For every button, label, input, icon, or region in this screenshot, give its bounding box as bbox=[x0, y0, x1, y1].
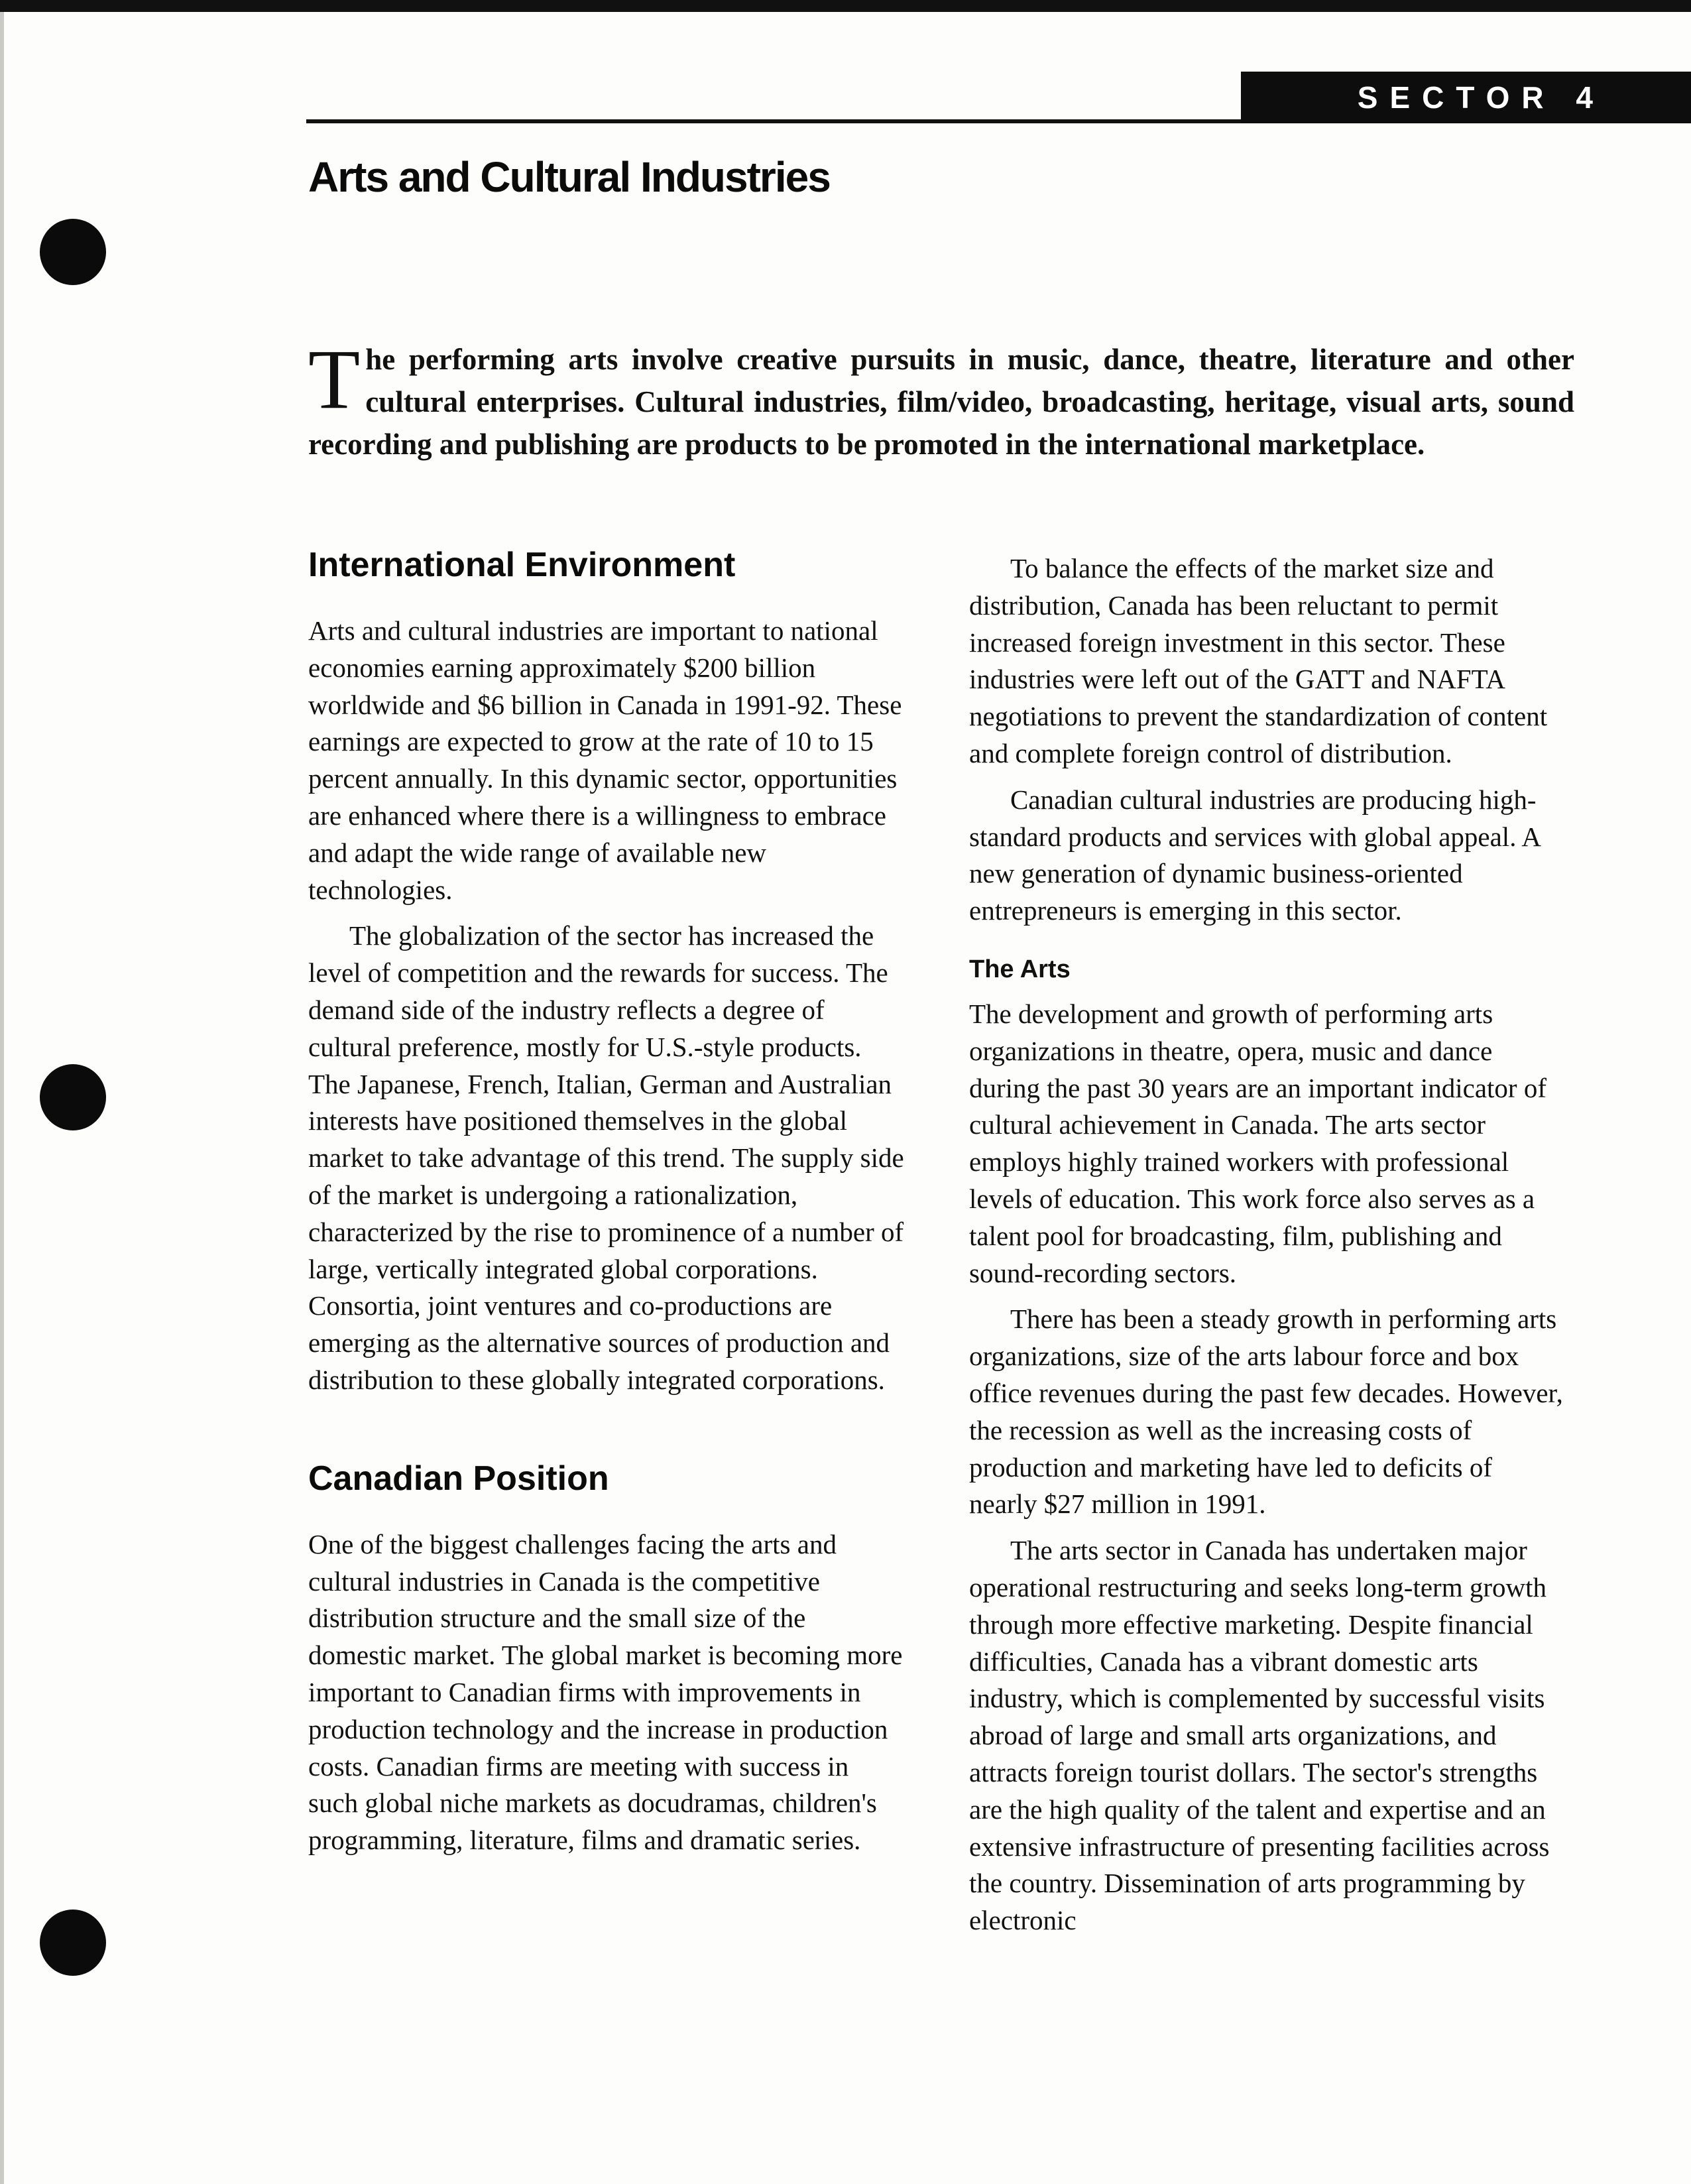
page-top-border bbox=[0, 0, 1691, 12]
paragraph: The globalization of the sector has increased the level of competition and the rewards for success. The demand side of the industry reflects a degree of cultural preference, mostly for U.S.-style products. The Japanese, French, Italian, German and Australian interests have positioned themselves in the global market to take advantage of this trend. The supply side of the market is undergoing a rationalization, characterized by the rise to prominence of a number of large, vertically integrated global corporations. Consortia, joint ventures and co-productions are emerging as the alternative sources of production and distribution to these globally integrated corporations. bbox=[308, 920, 904, 1395]
binder-hole-bottom bbox=[40, 1910, 106, 1976]
paragraph: There has been a steady growth in performing arts organizations, size of the arts labour force and box office revenues during the past few decades. However, the recession as well as the increasing costs of production and marketing have led to deficits of nearly $27 million in 1991. bbox=[969, 1304, 1563, 1520]
paragraph: Canadian cultural industries are producing high-standard products and services with global appeal. A new generation of dynamic business-oriented entrepreneurs is emerging in this sector. bbox=[969, 784, 1540, 926]
left-column bbox=[308, 544, 905, 1859]
paragraph: The development and growth of performing arts organizations in theatre, opera, music and dance during the past 30 years are an important indicator of cultural achievement in Canada. The arts sector employs highly trained workers with professional levels of education. This work force also serves as a talent pool for broadcasting, film, publishing and sound-recording sectors. bbox=[969, 998, 1546, 1288]
section-heading-international: International Environment bbox=[308, 546, 736, 584]
binder-hole-middle bbox=[40, 1064, 106, 1130]
right-column bbox=[969, 550, 1566, 1939]
page-title: Arts and Cultural Industries bbox=[308, 153, 830, 201]
paragraph: Arts and cultural industries are important to national economies earning approximately $200 billion worldwide and $6 billion in Canada in 1991-92. These earnings are expected to grow at the rate of 10 to 15 percent annually. In this dynamic sector, opportunities are enhanced where there is a willingness to embrace and adapt the wide range of available new technologies. bbox=[308, 615, 902, 905]
paragraph: The arts sector in Canada has undertaken major operational restructuring and seeks long-term growth through more effective marketing. Despite financial difficulties, Canada has a vibrant domestic arts industry, which is complemented by successful visits abroad of large and small arts organizations, and attracts foreign tourist dollars. The sector's strengths are the high quality of the talent and expertise and an extensive infrastructure of presenting facilities across the country. Dissemination of arts programming by electronic bbox=[969, 1535, 1550, 1936]
intro-text: he performing arts involve creative pursuits in music, dance, theatre, literature and other cultural enterprises. Cultural industries, film/video, broadcasting, heritage, visual arts, sound recording and publishing are products to be promoted in the international marketplace. bbox=[308, 343, 1574, 461]
intro-paragraph bbox=[308, 332, 1574, 465]
paragraph: To balance the effects of the market size and distribution, Canada has been reluctant to permit increased foreign investment in this sector. These industries were left out of the GATT and NAFTA negotiations to prevent the standardization of content and complete foreign control of distribution. bbox=[969, 553, 1548, 768]
page-left-edge bbox=[0, 12, 4, 2184]
binder-hole-top bbox=[40, 219, 106, 285]
header-rule bbox=[306, 119, 1241, 123]
sector-label: SECTOR 4 bbox=[1241, 72, 1691, 123]
section-heading-canadian: Canadian Position bbox=[308, 1459, 609, 1498]
drop-cap: T bbox=[308, 332, 361, 426]
subsection-heading-arts: The Arts bbox=[969, 955, 1071, 983]
paragraph: One of the biggest challenges facing the arts and cultural industries in Canada is the competitive distribution structure and the small size of the domestic market. The global market is becoming more important to Canadian firms with improvements in production technology and the increase in production costs. Canadian firms are meeting with success in such global niche markets as docudramas, children's programming, literature, films and dramatic series. bbox=[308, 1528, 903, 1856]
